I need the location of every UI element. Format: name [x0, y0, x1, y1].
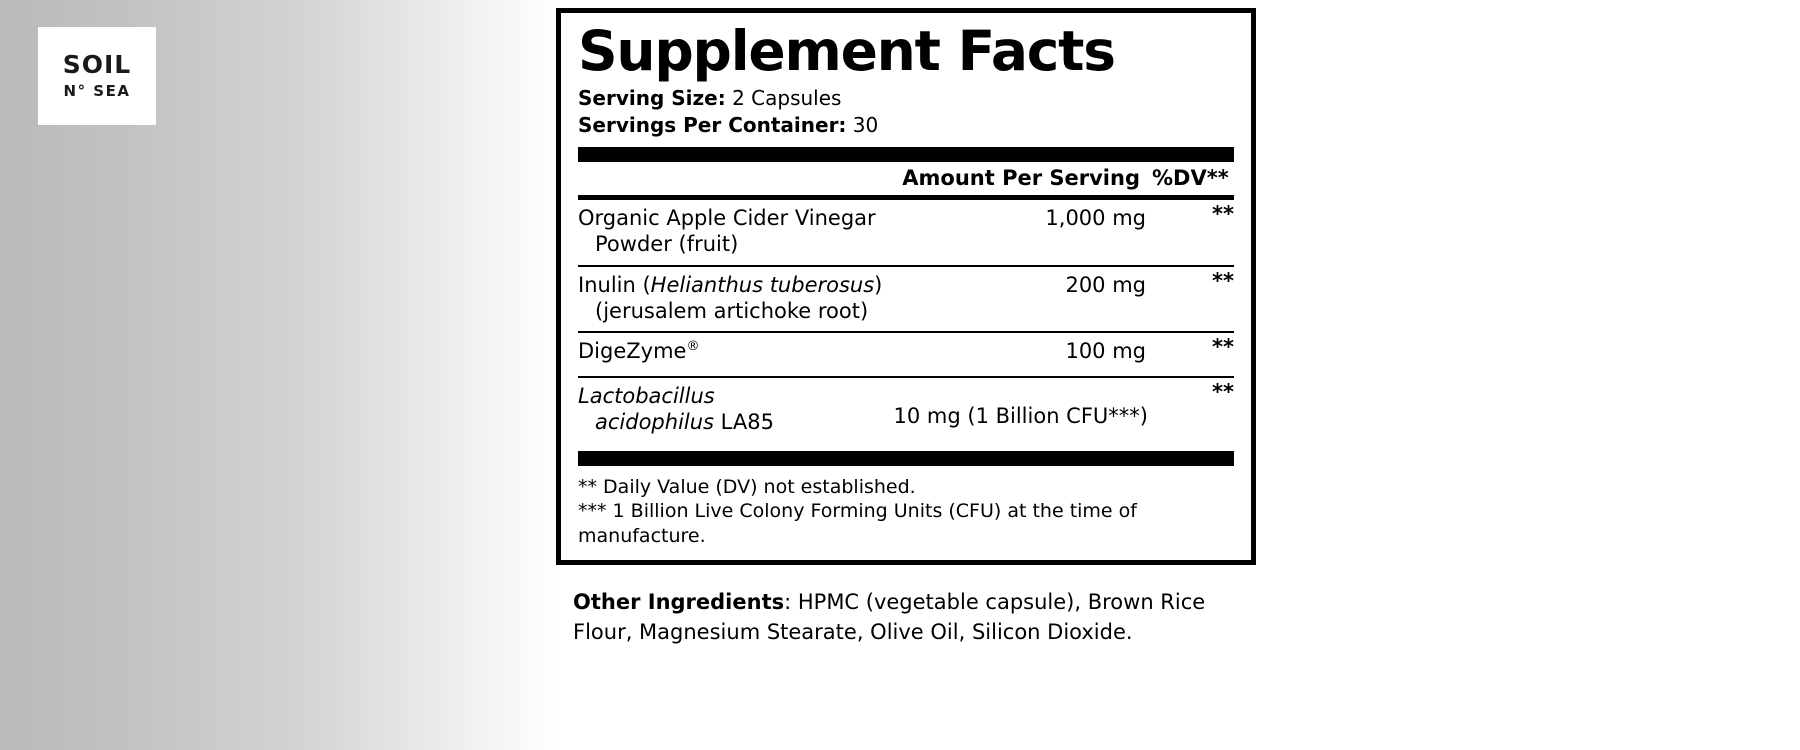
supplement-facts-panel	[556, 8, 1256, 565]
other-ingredients-label: Other Ingredients	[573, 590, 785, 614]
nutrient-strain-code: LA85	[714, 410, 774, 435]
nutrient-dv: **	[1212, 335, 1234, 360]
column-header-amount: Amount Per Serving	[902, 166, 1140, 191]
nutrient-amount: 10 mg (1 Billion CFU***)	[893, 404, 1148, 429]
other-ingredients	[573, 588, 1233, 648]
nutrient-name: Organic Apple Cider Vinegar	[578, 206, 876, 231]
servings-per-container-label: Servings Per Container:	[578, 113, 847, 138]
table-row	[578, 378, 1234, 443]
column-headers	[578, 162, 1234, 195]
nutrient-dv: **	[1212, 268, 1234, 293]
table-row	[578, 267, 1234, 332]
divider-thick-bottom	[578, 451, 1234, 466]
nutrient-name-line2: (jerusalem artichoke root)	[595, 298, 869, 323]
nutrient-name-latin: Helianthus tuberosus	[650, 272, 875, 297]
nutrient-amount: 200 mg	[1065, 272, 1146, 297]
nutrient-amount: 1,000 mg	[1045, 206, 1146, 231]
serving-size-label: Serving Size:	[578, 86, 726, 111]
footnotes	[578, 466, 1234, 548]
servings-per-container-value: 30	[852, 113, 879, 138]
footnote-cfu: *** 1 Billion Live Colony Forming Units (CFU) at the time of	[578, 500, 1137, 523]
footnote-cfu-line2: manufacture.	[578, 524, 706, 547]
nutrient-name-prefix: Inulin (	[578, 272, 651, 297]
footnote-dv: ** Daily Value (DV) not established.	[578, 476, 916, 499]
nutrient-name-text: DigeZyme	[578, 339, 687, 364]
brand-logo-line1: SOIL	[62, 50, 132, 80]
nutrient-name-latin-2: acidophilus	[595, 410, 714, 435]
registered-trademark-icon: ®	[686, 339, 700, 355]
divider-thick-top	[578, 147, 1234, 162]
nutrient-amount: 100 mg	[1065, 339, 1146, 364]
supplement-facts-title: Supplement Facts	[578, 19, 1115, 83]
brand-logo-line2: N° SEA	[63, 81, 131, 100]
table-row	[578, 200, 1234, 265]
nutrient-name-line2: Powder (fruit)	[595, 231, 739, 256]
serving-size-line	[578, 85, 1234, 112]
nutrient-name-latin: Lactobacillus	[578, 384, 715, 409]
column-header-dv: %DV**	[1152, 166, 1229, 191]
nutrient-dv: **	[1212, 380, 1234, 405]
table-row	[578, 333, 1234, 376]
nutrient-dv: **	[1212, 202, 1234, 227]
serving-size-value: 2 Capsules	[732, 86, 842, 111]
servings-per-container-line	[578, 112, 1234, 139]
nutrient-name-suffix: )	[874, 272, 883, 297]
other-ingredients-text: : HPMC (vegetable capsule), Brown Rice Flour, Magnesium Stearate, Olive Oil, Silicon Dioxide.	[573, 590, 1206, 644]
brand-logo	[38, 27, 156, 125]
